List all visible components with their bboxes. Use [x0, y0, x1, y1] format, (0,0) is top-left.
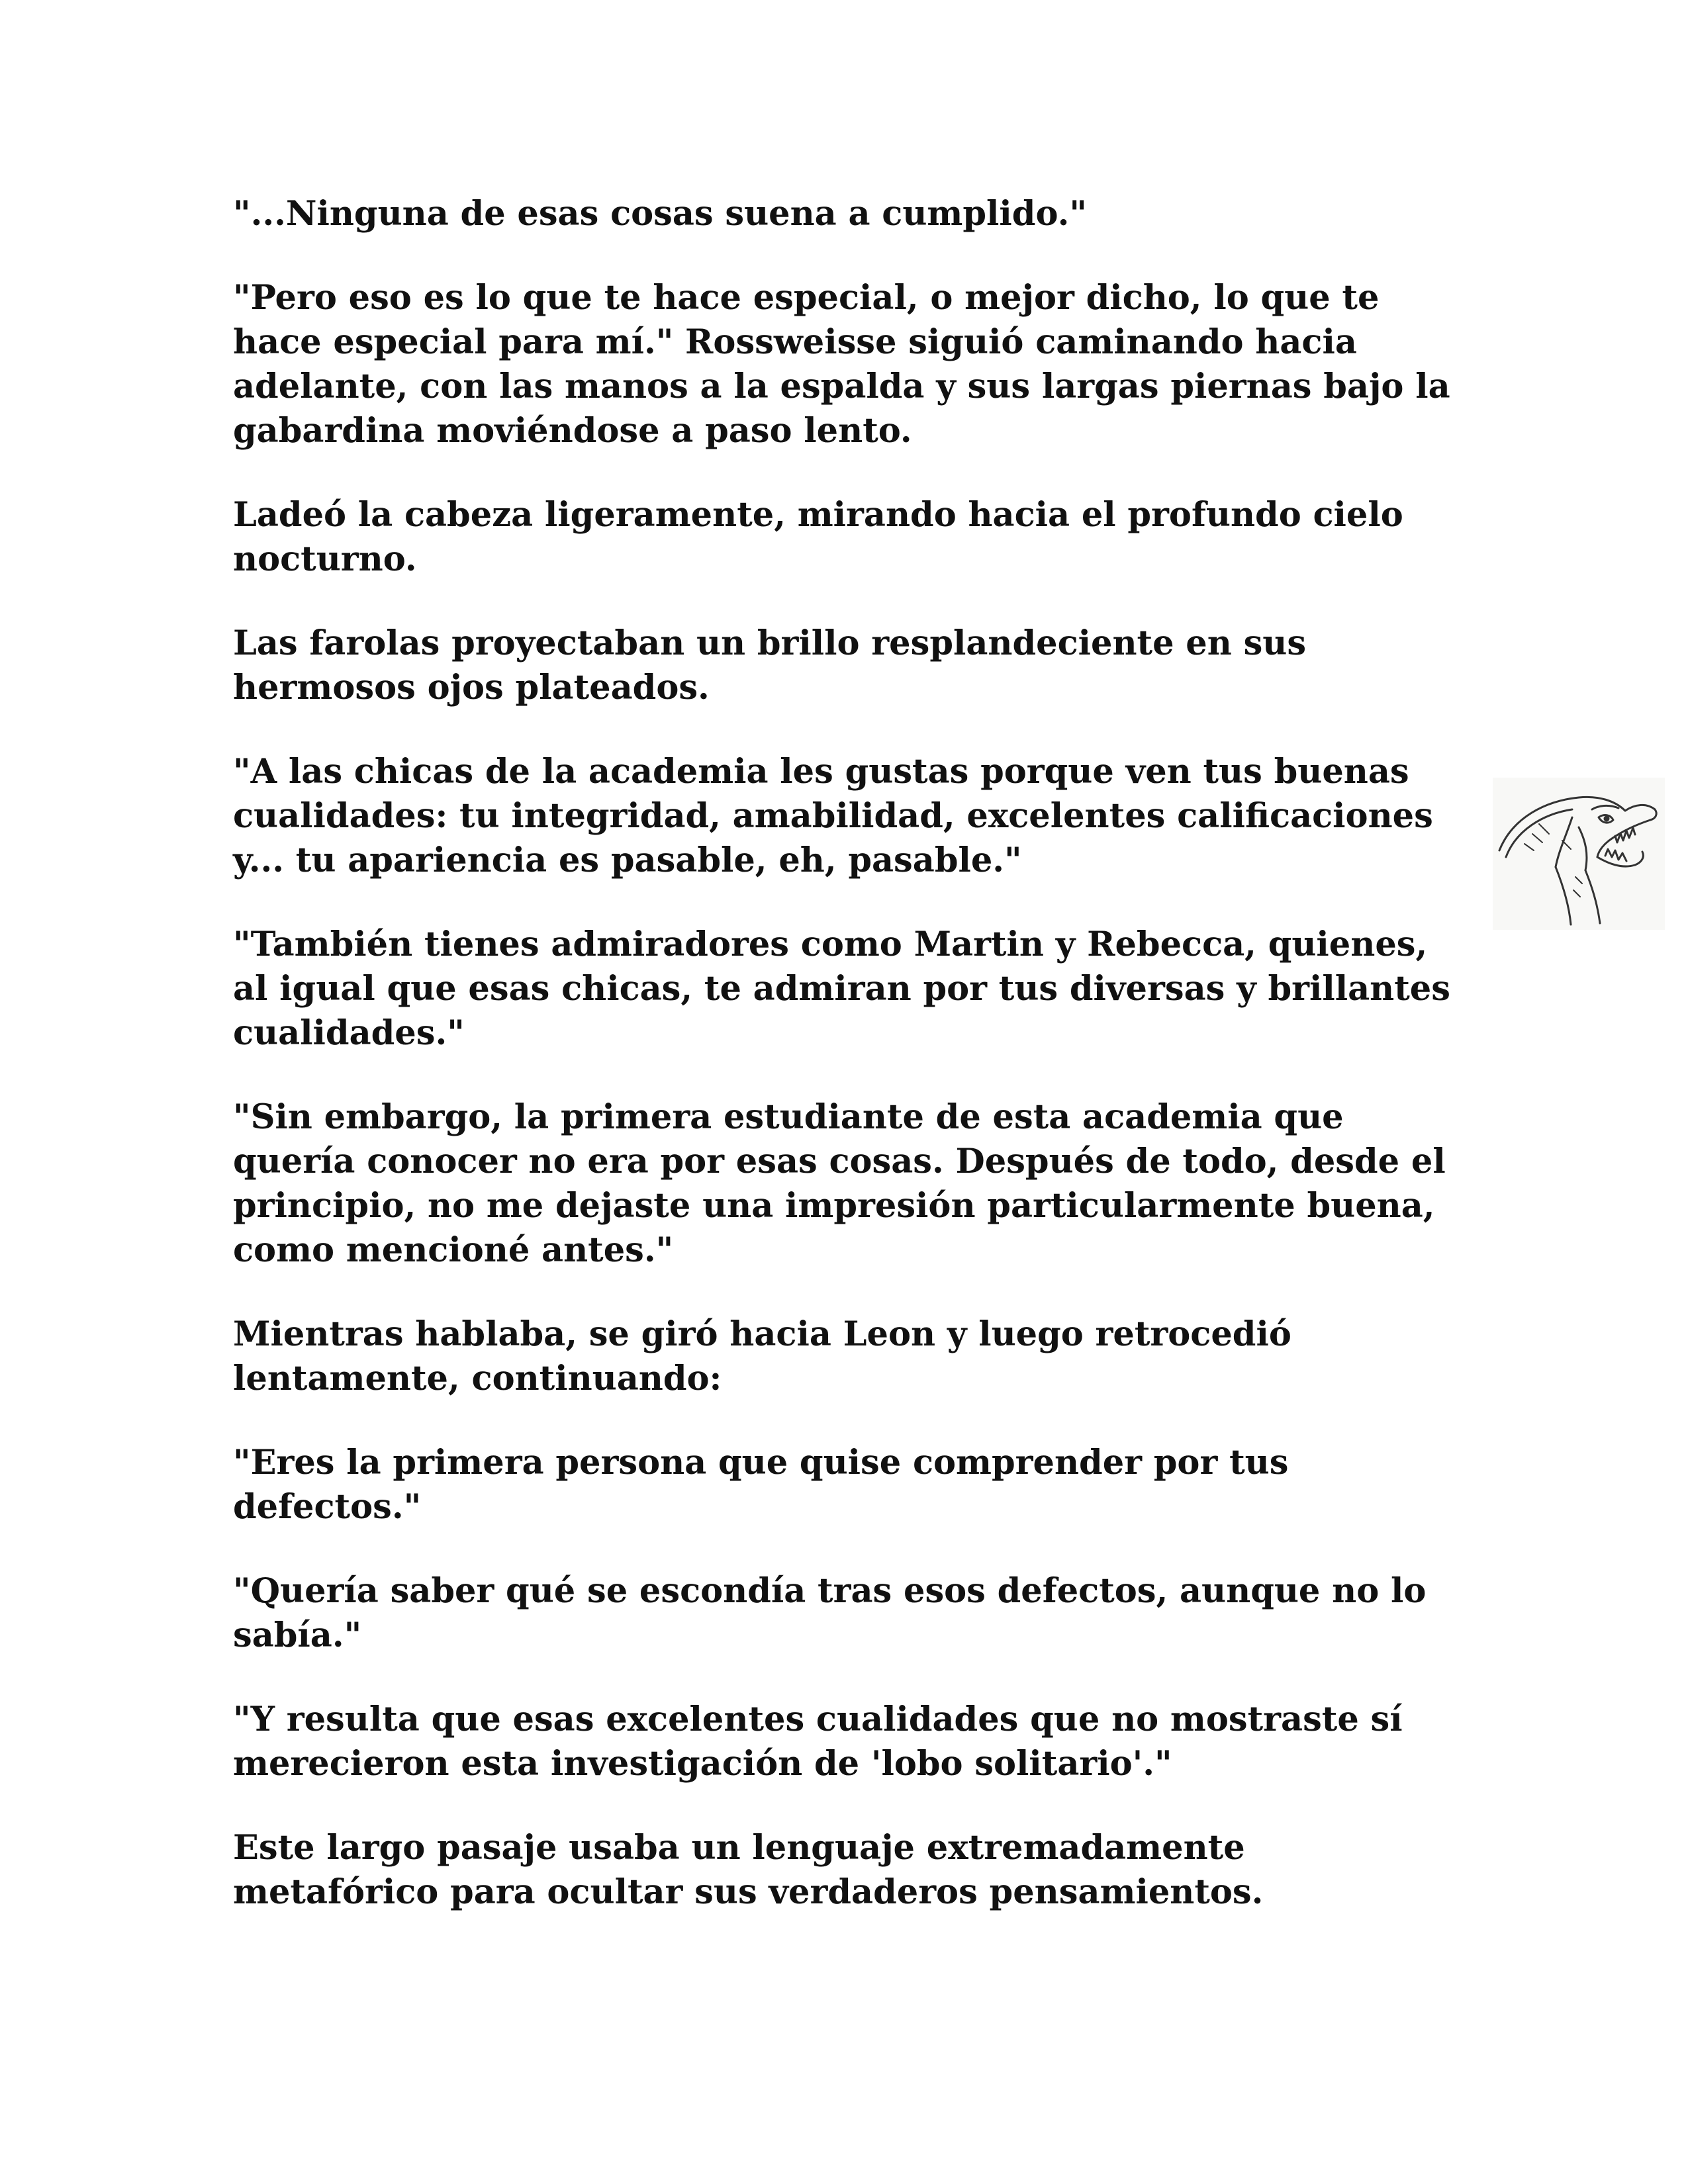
paragraph: "Y resulta que esas excelentes cualidades que no mostraste sí merecieron esta investigación de 'lobo solitario'.": [233, 1700, 1403, 1784]
paragraph: Mientras hablaba, se giró hacia Leon y luego retrocedió lentamente, continuando:: [233, 1314, 1291, 1398]
paragraph: "Eres la primera persona que quise comprender por tus defectos.": [233, 1443, 1289, 1527]
paragraph: "...Ninguna de esas cosas suena a cumplido.": [233, 194, 1087, 234]
paragraph: "Quería saber qué se escondía tras esos defectos, aunque no lo sabía.": [233, 1571, 1427, 1655]
paragraph: "Sin embargo, la primera estudiante de esta academia que quería conocer no era por esas cosas. Después de todo, desde el principio, no me dejaste una impresión particularmente buena, como mencioné antes.": [233, 1097, 1446, 1270]
paragraph: "También tienes admiradores como Martin y Rebecca, quienes, al igual que esas chicas, te admiran por tus diversas y brillantes cualidades.": [233, 925, 1450, 1053]
document-body: [233, 192, 1458, 1954]
paragraph: "Pero eso es lo que te hace especial, o mejor dicho, lo que te hace especial para mí." Rossweisse siguió caminando hacia adelante, con las manos a la espalda y sus largas piernas bajo la gabardina moviéndose a paso lento.: [233, 278, 1450, 451]
paragraph: Ladeó la cabeza ligeramente, mirando hacia el profundo cielo nocturno.: [233, 495, 1403, 579]
paragraph: Las farolas proyectaban un brillo resplandeciente en sus hermosos ojos plateados.: [233, 623, 1307, 707]
paragraph: Este largo pasaje usaba un lenguaje extremadamente metafórico para ocultar sus verdaderos pensamientos.: [233, 1828, 1264, 1912]
paragraph: "A las chicas de la academia les gustas porque ven tus buenas cualidades: tu integridad, amabilidad, excelentes calificaciones y... tu apariencia es pasable, eh, pasable.": [233, 752, 1433, 880]
dinosaur-sketch-icon: [1493, 778, 1665, 930]
